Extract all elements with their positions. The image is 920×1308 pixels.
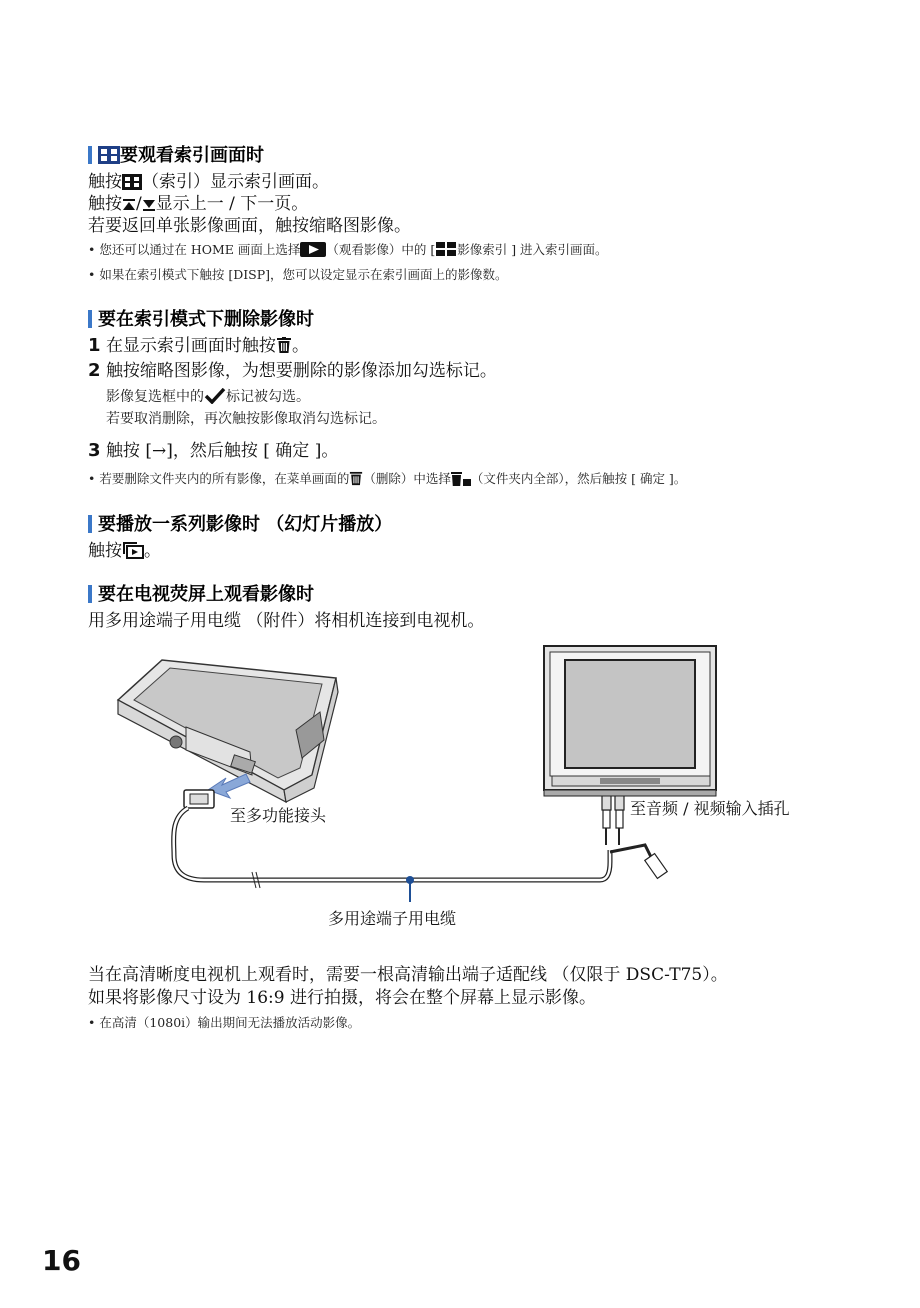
section-heading-index	[88, 141, 264, 167]
step-number: 2	[88, 360, 101, 381]
text-span: （索引）显示索引画面。	[142, 172, 329, 192]
note	[88, 471, 686, 487]
sub-text	[106, 388, 310, 405]
section-title: 要观看索引画面时	[120, 145, 264, 166]
text-line	[88, 540, 161, 562]
note: • 在高清（1080i）输出期间无法播放活动影像。	[88, 1015, 361, 1030]
text-span: 。	[291, 336, 309, 356]
text-line	[88, 193, 308, 215]
section-title: 要播放一系列影像时 （幻灯片播放）	[98, 514, 393, 535]
step-2	[88, 360, 497, 382]
check-icon	[204, 388, 226, 404]
tv-illustration	[544, 646, 716, 796]
text-span: 触按	[88, 172, 122, 192]
text-line	[88, 171, 329, 193]
heading-bar	[88, 310, 92, 328]
heading-bar	[88, 515, 92, 533]
label-multi-connector: 至多功能接头	[230, 806, 327, 825]
note: • 如果在索引模式下触按 [DISP]，您可以设定显示在索引画面上的影像数。	[88, 267, 508, 282]
step-3	[88, 440, 338, 462]
page-number: 16	[42, 1244, 81, 1277]
step-1	[88, 335, 309, 357]
section-heading-slideshow	[88, 510, 392, 536]
heading-bar	[88, 585, 92, 603]
text-line: 若要返回单张影像画面，触按缩略图影像。	[88, 216, 411, 236]
text-span: 触按缩略图影像，为想要删除的影像添加勾选标记。	[105, 361, 497, 381]
play-icon	[300, 242, 326, 257]
text-span: • 若要删除文件夹内的所有影像，在菜单画面的	[88, 471, 350, 486]
index-icon	[122, 174, 142, 190]
heading-bar	[88, 146, 92, 164]
section-title: 要在索引模式下删除影像时	[98, 309, 314, 330]
connection-diagram	[100, 640, 840, 940]
paragraph: 如果将影像尺寸设为 16:9 进行拍摄，将会在整个屏幕上显示影像。	[88, 988, 596, 1008]
text-span: 在显示索引画面时触按	[105, 336, 276, 356]
section-title: 要在电视荧屏上观看影像时	[98, 584, 314, 605]
trash-icon	[276, 337, 292, 354]
text-span: 影像索引 ] 进入索引画面。	[457, 242, 608, 257]
page-down-icon	[142, 198, 156, 212]
paragraph: 当在高清晰度电视机上观看时，需要一根高清输出端子适配线 （仅限于 DSC-T75）。	[88, 965, 728, 985]
label-av-input: 至音频 / 视频输入插孔	[630, 799, 790, 818]
section-heading-tv	[88, 580, 314, 606]
label-cable: 多用途端子用电缆	[328, 909, 457, 928]
text-span: （文件夹内全部），然后触按 [ 确定 ]。	[470, 471, 687, 486]
note	[88, 242, 608, 258]
trash-icon	[349, 471, 363, 486]
page-up-icon	[122, 198, 136, 212]
text-span: 。	[144, 541, 161, 561]
text-span: 显示上一 / 下一页。	[155, 194, 309, 214]
section-heading-delete	[88, 305, 314, 331]
text-span: （删除）中选择	[363, 471, 451, 486]
text-span: 触按	[88, 541, 122, 561]
multi-connector	[184, 790, 214, 808]
text-span: 标记被勾选。	[226, 389, 310, 405]
step-number: 3	[88, 440, 101, 461]
text-span: /	[136, 194, 142, 214]
text-line: 用多用途端子用电缆 （附件）将相机连接到电视机。	[88, 611, 485, 631]
step-number: 1	[88, 335, 101, 356]
text-span: 触按	[88, 194, 122, 214]
text-span: 影像复选框中的	[106, 389, 204, 405]
text-span: • 您还可以通过在 HOME 画面上选择	[88, 242, 301, 257]
sub-text: 若要取消删除，再次触按影像取消勾选标记。	[106, 411, 386, 427]
image-index-icon	[435, 242, 457, 257]
slideshow-icon	[122, 541, 144, 559]
text-span: 触按 [→]，然后触按 [ 确定 ]。	[105, 441, 339, 461]
camera-illustration	[118, 660, 338, 802]
delete-all-folder-icon	[451, 471, 471, 486]
text-span: （观看影像）中的 [	[326, 242, 436, 257]
index-icon	[98, 146, 120, 164]
